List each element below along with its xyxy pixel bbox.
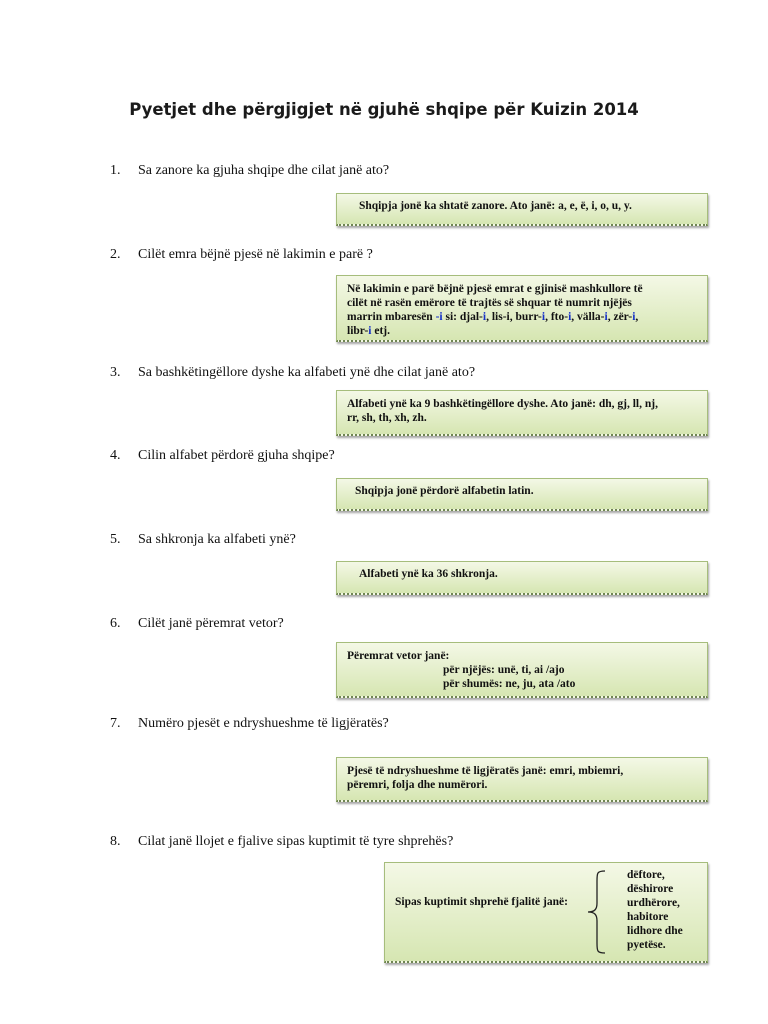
question-3: 3. Sa bashkëtingëllore dyshe ka alfabeti ynë dhe cilat janë ato? (110, 365, 476, 380)
answer-box-1 (336, 193, 708, 226)
curly-brace-icon (585, 869, 607, 955)
question-4: 4. Cilin alfabet përdorë gjuha shqipe? (110, 448, 335, 463)
answer-box-7 (336, 757, 708, 802)
answer-6: Përemrat vetor janë: për njëjës: unë, ti, ai /ajo për shumës: ne, ju, ata /ato (347, 650, 576, 690)
question-2: 2. Cilët emra bëjnë pjesë në lakimin e parë ? (110, 247, 373, 262)
answer-box-6 (336, 642, 708, 698)
answer-2: Në lakimin e parë bëjnë pjesë emrat e gjinisë mashkullore të cilët në rasën emërore të trajtës së shquar të numrit njëjës marrin mbaresën -i si: djal-i, lis-i, burr-i, fto-i, välla-i, zër-i, libr-i etj. (347, 283, 643, 337)
answer-4: Shqipja jonë përdorë alfabetin latin. (355, 485, 534, 497)
answer-box-5 (336, 561, 708, 595)
question-8: 8. Cilat janë llojet e fjalive sipas kuptimit të tyre shprehës? (110, 834, 454, 849)
question-7: 7. Numëro pjesët e ndryshueshme të ligjëratës? (110, 716, 389, 731)
answer-box-8 (384, 862, 708, 963)
answer-5: Alfabeti ynë ka 36 shkronja. (359, 568, 498, 580)
question-6: 6. Cilët janë përemrat vetor? (110, 616, 284, 631)
answer-box-2 (336, 275, 708, 342)
answer-8-list: dëftore, dëshirore urdhërore, habitore lidhore dhe pyetëse. (627, 869, 683, 951)
answer-1: Shqipja jonë ka shtatë zanore. Ato janë: a, e, ë, i, o, u, y. (359, 200, 632, 212)
question-1: 1. Sa zanore ka gjuha shqipe dhe cilat janë ato? (110, 163, 390, 178)
question-5: 5. Sa shkronja ka alfabeti ynë? (110, 532, 296, 547)
answer-8-label: Sipas kuptimit shprehë fjalitë janë: (395, 896, 568, 908)
answer-box-4 (336, 478, 708, 511)
answer-3: Alfabeti ynë ka 9 bashkëtingëllore dyshe. Ato janë: dh, gj, ll, nj, rr, sh, th, xh, zh. (347, 398, 658, 424)
answer-7: Pjesë të ndryshueshme të ligjëratës janë: emri, mbiemri, përemri, folja dhe numërori. (347, 765, 624, 791)
page-title: Pyetjet dhe përgjigjet në gjuhë shqipe për Kuizin 2014 (129, 100, 639, 119)
answer-box-3 (336, 390, 708, 436)
